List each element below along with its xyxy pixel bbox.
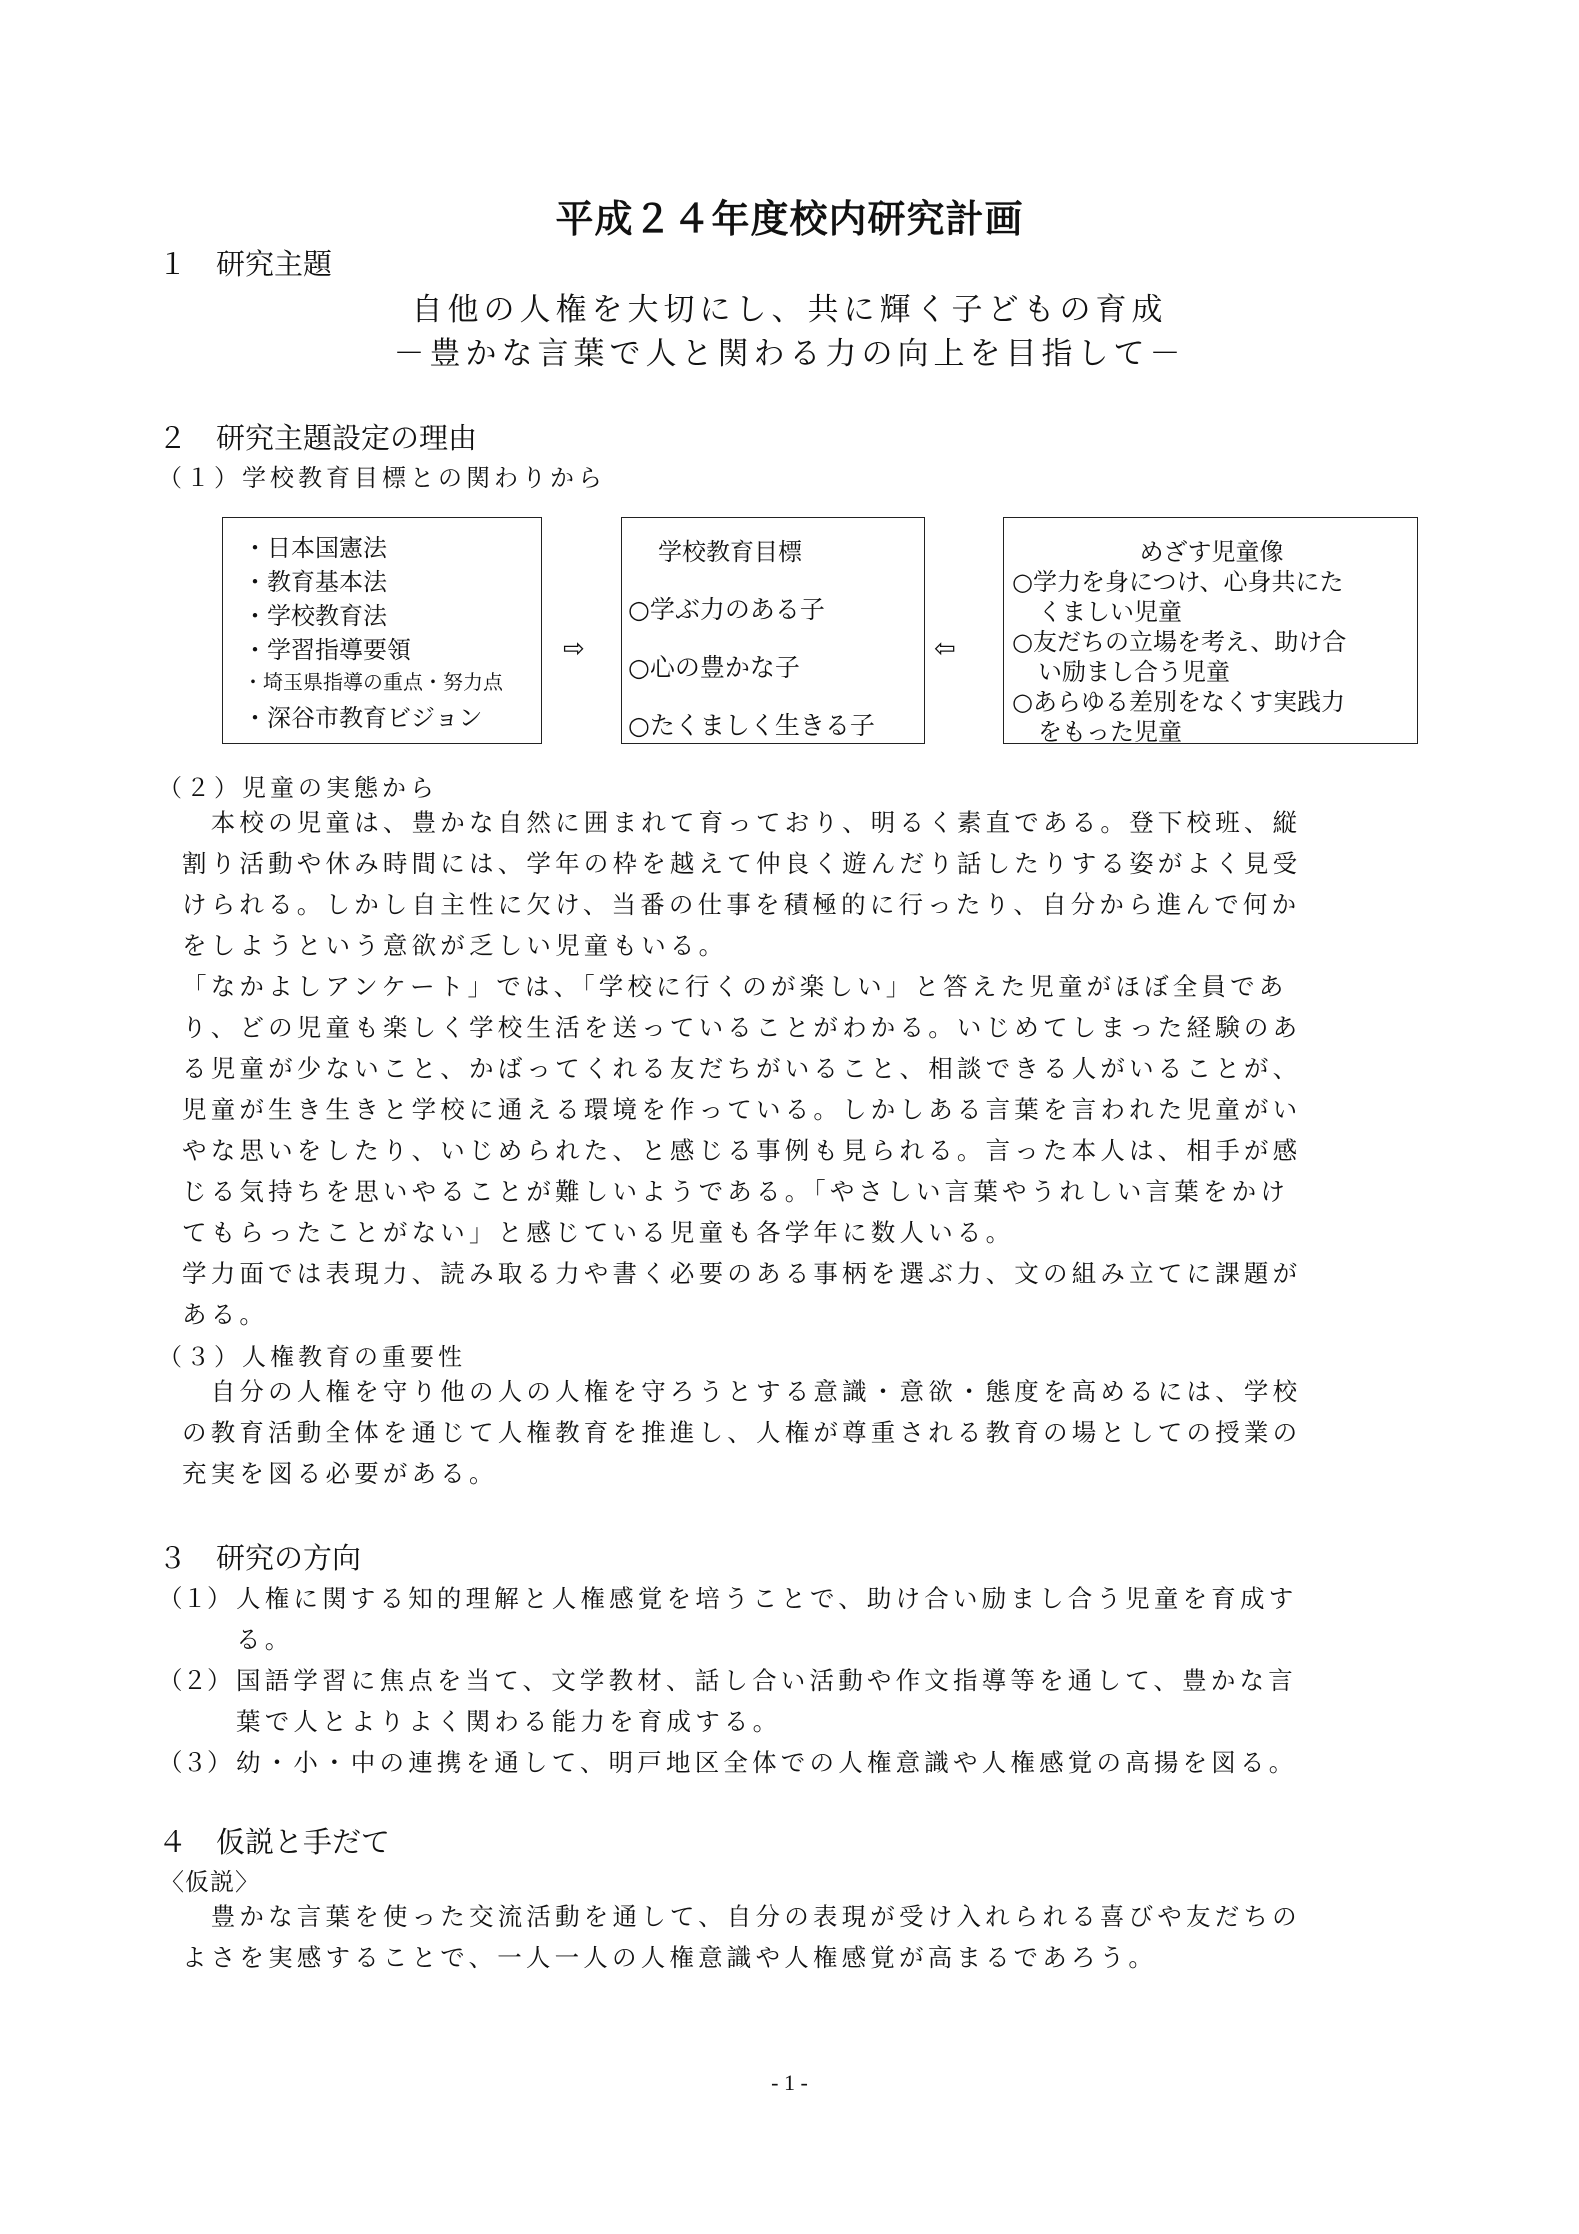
laws-item: ・学校教育法 <box>243 602 387 630</box>
research-theme-main: 自他の人権を大切にし、共に輝く子どもの育成 <box>411 292 1168 328</box>
research-direction-list <box>158 1578 1297 1783</box>
item-line: 人権に関する知的理解と人権感覚を培うことで、助け合い励まし合う児童を育成す <box>236 1584 1298 1613</box>
arrow-left-icon: ⇦ <box>934 634 956 664</box>
laws-item: ・埼玉県指導の重点・努力点 <box>243 670 503 694</box>
section2-sub1-heading: （１）学校教育目標との関わりから <box>158 464 606 492</box>
arrow-right-icon: ⇨ <box>563 634 585 664</box>
paragraph-line: 充実を図る必要がある。 <box>182 1459 498 1488</box>
item-line: 幼・小・中の連携を通して、明戸地区全体での人権意識や人権感覚の高揚を図る。 <box>236 1748 1298 1777</box>
student-situation-paragraph <box>182 802 1301 1335</box>
ideal-student-line: ○学力を身につけ、心身共にた <box>1012 568 1344 596</box>
school-goals-item: ○心の豊かな子 <box>628 653 800 682</box>
laws-box <box>222 517 542 744</box>
section2-sub2-heading: （２）児童の実態から <box>158 774 438 802</box>
laws-item: ・深谷市教育ビジョン <box>243 704 483 732</box>
ideal-student-line: をもった児童 <box>1038 718 1182 746</box>
item-line: 葉で人とよりよく関わる能力を育成する。 <box>236 1707 782 1736</box>
paragraph-line: の教育活動全体を通じて人権教育を推進し、人権が尊重される教育の場としての授業の <box>182 1418 1302 1447</box>
paragraph-line: よさを実感することで、一人一人の人権意識や人権感覚が高まるであろう。 <box>182 1943 1158 1972</box>
ideal-student-line: い励まし合う児童 <box>1038 658 1230 686</box>
item-number: （１） <box>158 1584 232 1613</box>
paragraph-line: 児童が生き生きと学校に通える環境を作っている。しかしある言葉を言われた児童がい <box>182 1095 1302 1124</box>
paragraph-line: 自分の人権を守り他の人の人権を守ろうとする意識・意欲・態度を高めるには、学校 <box>182 1377 1302 1406</box>
section3-heading: ３ 研究の方向 <box>158 1541 362 1575</box>
section4-heading: ４ 仮説と手だて <box>158 1825 391 1859</box>
research-theme-sub: －豊かな言葉で人と関わる力の向上を目指して－ <box>393 336 1186 372</box>
item-line: 国語学習に焦点を当て、文学教材、話し合い活動や作文指導等を通して、豊かな言 <box>236 1666 1297 1695</box>
direction-item-1 <box>158 1578 1297 1660</box>
ideal-student-line: ○あらゆる差別をなくす実践力 <box>1012 688 1345 716</box>
item-line: る。 <box>236 1625 294 1654</box>
laws-item: ・教育基本法 <box>243 568 387 596</box>
section2-sub3-heading: （３）人権教育の重要性 <box>158 1343 466 1371</box>
direction-item-3 <box>158 1742 1297 1783</box>
ideal-student-line: ○友だちの立場を考え、助け合 <box>1012 628 1347 656</box>
paragraph-line: てもらったことがない」と感じている児童も各学年に数人いる。 <box>182 1218 1015 1247</box>
paragraph-line: り、どの児童も楽しく学校生活を送っていることがわかる。いじめてしまった経験のあ <box>182 1013 1302 1042</box>
laws-item: ・学習指導要領 <box>243 636 411 664</box>
school-goals-item: ○たくましく生きる子 <box>628 711 875 740</box>
paragraph-line: やな思いをしたり、いじめられた、と感じる事例も見られる。言った本人は、相手が感 <box>182 1136 1302 1165</box>
paragraph-line: る児童が少ないこと、かばってくれる友だちがいること、相談できる人がいることが、 <box>182 1054 1302 1083</box>
section2-heading: ２ 研究主題設定の理由 <box>158 421 478 455</box>
hypothesis-paragraph <box>182 1896 1301 1978</box>
paragraph-line: をしようという意欲が乏しい児童もいる。 <box>182 931 728 960</box>
ideal-student-title: めざす児童像 <box>1139 538 1284 566</box>
paragraph-line: 豊かな言葉を使った交流活動を通して、自分の表現が受け入れられる喜びや友だちの <box>182 1902 1301 1931</box>
ideal-student-line: くましい児童 <box>1038 598 1182 626</box>
paragraph-line: 割り活動や休み時間には、学年の枠を越えて仲良く遊んだり話したりする姿がよく見受 <box>182 849 1302 878</box>
section1-heading: １ 研究主題 <box>158 247 333 281</box>
paragraph-line: 本校の児童は、豊かな自然に囲まれて育っており、明るく素直である。登下校班、縦 <box>182 808 1302 837</box>
laws-item: ・日本国憲法 <box>243 534 387 562</box>
item-number: （３） <box>158 1748 232 1777</box>
paragraph-line: 「なかよしアンケート」では、「学校に行くのが楽しい」と答えた児童がほぼ全員であ <box>182 972 1288 1001</box>
paragraph-line: ある。 <box>182 1300 269 1329</box>
paragraph-line: 学力面では表現力、読み取る力や書く必要のある事柄を選ぶ力、文の組み立てに課題が <box>182 1259 1302 1288</box>
human-rights-paragraph <box>182 1371 1301 1494</box>
paragraph-line: じる気持ちを思いやることが難しいようである。「やさしい言葉やうれしい言葉をかけ <box>182 1177 1290 1206</box>
school-goals-item: ○学ぶ力のある子 <box>628 595 825 624</box>
document-title: 平成２４年度校内研究計画 <box>555 197 1024 241</box>
paragraph-line: けられる。しかし自主性に欠け、当番の仕事を積極的に行ったり、自分から進んで何か <box>182 890 1301 919</box>
item-number: （２） <box>158 1666 232 1695</box>
school-goals-box <box>621 517 925 744</box>
school-goals-title: 学校教育目標 <box>658 538 802 566</box>
hypothesis-label: 〈仮説〉 <box>160 1868 260 1896</box>
direction-item-2 <box>158 1660 1297 1742</box>
page-number: - 1 - <box>771 2070 808 2095</box>
ideal-student-box <box>1003 517 1418 744</box>
